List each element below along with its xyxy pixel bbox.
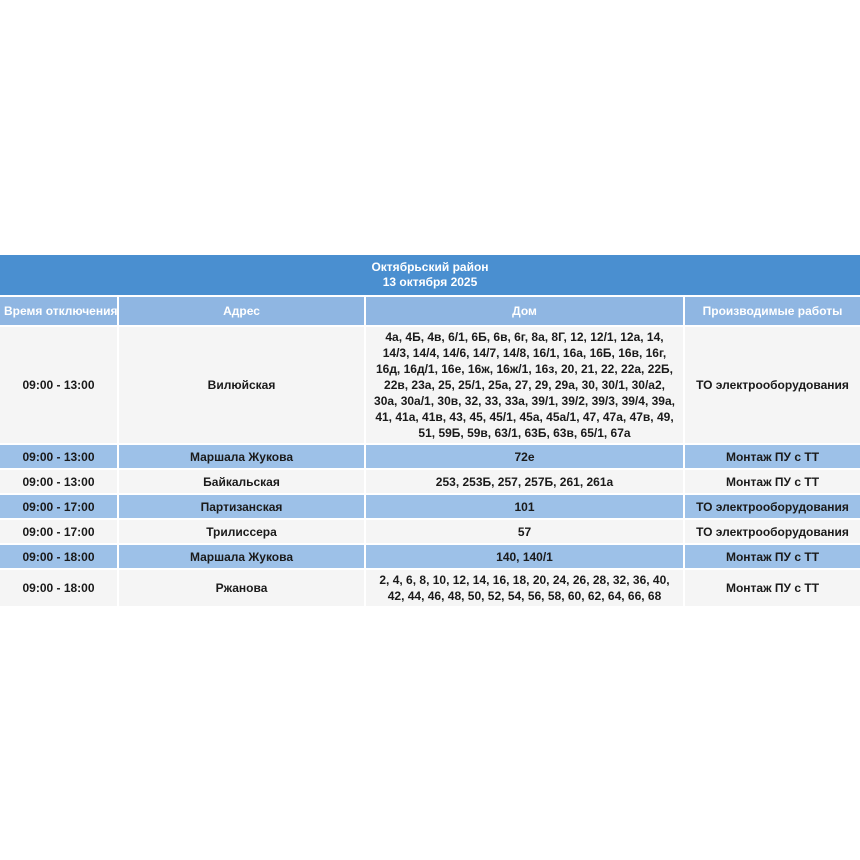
time-cell: 09:00 - 13:00 (0, 327, 119, 445)
street-cell: Трилиссера (119, 520, 366, 545)
table-row (0, 570, 860, 608)
table-row (0, 545, 860, 570)
houses-cell: 101 (366, 495, 685, 520)
time-cell: 09:00 - 18:00 (0, 545, 119, 570)
street-cell: Ржанова (119, 570, 366, 608)
header-work: Производимые работы (685, 297, 860, 327)
table-row (0, 495, 860, 520)
time-cell: 09:00 - 13:00 (0, 445, 119, 470)
time-cell: 09:00 - 17:00 (0, 520, 119, 545)
houses-cell: 2, 4, 6, 8, 10, 12, 14, 16, 18, 20, 24, 26, 28, 32, 36, 40, 42, 44, 46, 48, 50, 52, 54, 56, 58, 60, 62, 64, 66, 68 (366, 570, 685, 608)
time-cell: 09:00 - 18:00 (0, 570, 119, 608)
street-cell: Вилюйская (119, 327, 366, 445)
column-headers (0, 297, 860, 327)
street-cell: Байкальская (119, 470, 366, 495)
work-cell: ТО электрооборудования (685, 495, 860, 520)
table-row (0, 520, 860, 545)
houses-cell: 253, 253Б, 257, 257Б, 261, 261а (366, 470, 685, 495)
street-cell: Маршала Жукова (119, 445, 366, 470)
outage-date: 13 октября 2025 (382, 275, 478, 289)
houses-cell: 72е (366, 445, 685, 470)
work-cell: Монтаж ПУ с ТТ (685, 470, 860, 495)
houses-cell: 57 (366, 520, 685, 545)
houses-cell: 4а, 4Б, 4в, 6/1, 6Б, 6в, 6г, 8а, 8Г, 12, 12/1, 12а, 14, 14/3, 14/4, 14/6, 14/7, 14/8, 16/1, 16а, 16Б, 16в, 16г, 16д, 16д/1, 16е, 16ж, 16ж/1, 16з, 20, 21, 22, 22а, 22Б, 22в, 23а, 25, 25/1, 25а, 27, 29, 29а, 30, 30/1, 30/а2, 30а, 30а/1, 30в, 32, 33, 33а, 39/1, 39/2, 39/3, 39/4, 39а, 41, 41а, 41в, 43, 45, 45/1, 45а, 45а/1, 47, 47а, 47в, 49, 51, 59Б, 59в, 63/1, 63Б, 63в, 65/1, 67а (366, 327, 685, 445)
table-row (0, 470, 860, 495)
work-cell: Монтаж ПУ с ТТ (685, 445, 860, 470)
street-cell: Маршала Жукова (119, 545, 366, 570)
outage-table (0, 255, 860, 608)
header-time: Время отключения (0, 297, 119, 327)
work-cell: ТО электрооборудования (685, 327, 860, 445)
time-cell: 09:00 - 17:00 (0, 495, 119, 520)
houses-cell: 140, 140/1 (366, 545, 685, 570)
street-cell: Партизанская (119, 495, 366, 520)
work-cell: Монтаж ПУ с ТТ (685, 545, 860, 570)
table-row (0, 445, 860, 470)
time-cell: 09:00 - 13:00 (0, 470, 119, 495)
header-address: Адрес (119, 297, 366, 327)
table-row (0, 327, 860, 445)
header-house: Дом (366, 297, 685, 327)
work-cell: ТО электрооборудования (685, 520, 860, 545)
district-name: Октябрьский район (371, 260, 489, 274)
outage-schedule (0, 255, 860, 608)
work-cell: Монтаж ПУ с ТТ (685, 570, 860, 608)
table-title (0, 255, 860, 297)
